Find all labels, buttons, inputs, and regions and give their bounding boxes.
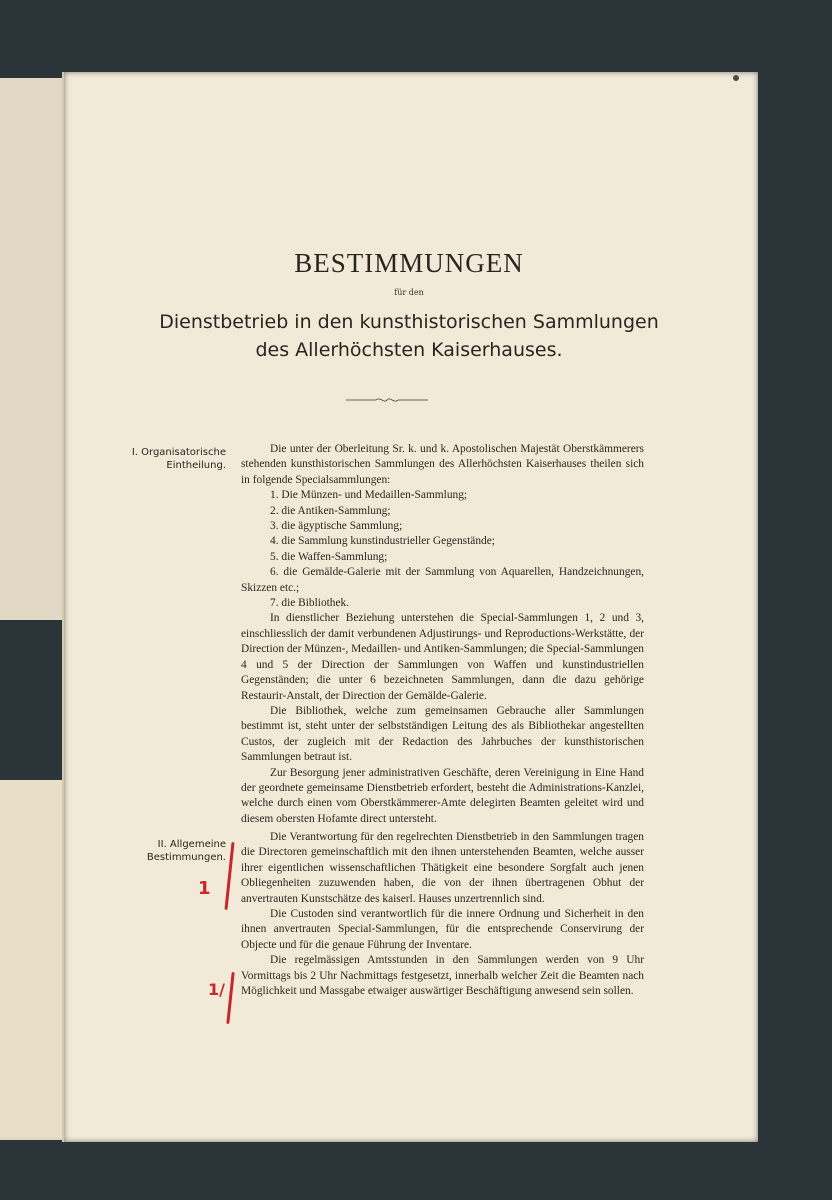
- list-item: 3. die ägyptische Sammlung;: [270, 520, 403, 533]
- subtitle: [62, 308, 756, 364]
- section-2-paragraph-3: Die regelmässigen Amtsstunden in den Sammlungen werden von 9 Uhr Vormittags bis 2 Uhr Nachmittags festgesetzt, innerhalb welcher Zeit die Beamten nach Möglichkeit und Massgabe etwaiger auswärtiger Beschäftigung anwesend sein sollen.: [241, 954, 644, 998]
- section-2-paragraph-1: Die Verantwortung für den regelrechten Dienstbetrieb in den Sammlungen tragen die Directoren gemeinschaftlich mit den ihnen unterstehenden Beamten, welche ausser ihrer eigentlichen wissenschaftlichen Thätigkeit eine besondere Sorgfalt auch jenen Obliegenheiten zuzuwenden haben, die von der ihnen übertragenen Obhut der anvertrauten Kunstschätze des kaiserl. Hauses unzertrennlich sind.: [241, 831, 644, 905]
- red-annotation-mark-1: 1: [198, 878, 211, 899]
- pin-hole: [733, 75, 739, 81]
- section-1-paragraph-2: In dienstlicher Beziehung unterstehen die Special-Sammlungen 1, 2 und 3, einschliesslich der damit verbundenen Adjustirungs- und Reproductions-Werkstätte, der Direction der Münzen-, Medaillen- und Antiken-Sammlungen; die Special-Sammlungen 4 und 5 der Direction der Sammlungen von Waffen und kunstindustriellen Gegenständen; die unter 6 bezeichneten Sammlungen, dann die dazu gehörige Restaurir-Anstalt, der Direction der Gemälde-Galerie.: [241, 612, 645, 702]
- subtitle-line-1: Dienstbetrieb in den kunsthistorischen Sammlungen: [159, 311, 659, 333]
- section-2-body: [241, 830, 644, 999]
- list-item: 5. die Waffen-Sammlung;: [270, 550, 388, 563]
- section-1-body: [241, 442, 644, 827]
- list-item: 2. die Antiken-Sammlung;: [270, 504, 391, 517]
- list-item: 4. die Sammlung kunstindustrieller Gegenstände;: [270, 535, 495, 548]
- section-1-paragraph-4: Zur Besorgung jener administrativen Geschäfte, deren Vereinigung in Eine Hand der geordnete gemeinsame Dienstbetrieb erfordert, besteht die Administrations-Kanzlei, welche durch einen vom Oberstkämmerer-Amte delegirten Beamten geleitet wird und diesem obersten Hofamte direct untersteht.: [241, 766, 644, 825]
- red-annotation-mark-2: 1/: [208, 980, 225, 999]
- list-item: 1. Die Münzen- und Medaillen-Sammlung;: [270, 489, 468, 502]
- ornament-divider: [346, 395, 428, 405]
- section-1-paragraph-3: Die Bibliothek, welche zum gemeinsamen Gebrauche aller Sammlungen bestimmt ist, steht unter der selbstständigen Leitung des als Bibliothekar angestellten Custos, der zugleich mit der Redaction des Jahrbuches der kunsthistorischen Sammlungen betraut ist.: [241, 704, 644, 764]
- section-2-paragraph-2: Die Custoden sind verantwortlich für die innere Ordnung und Sicherheit in den ihnen anvertrauten Special-Sammlungen, für die entsprechende Conservirung der Objecte und für die genaue Führung der Inventare.: [241, 908, 644, 951]
- list-item: 7. die Bibliothek.: [270, 597, 350, 610]
- subtitle-small: für den: [394, 288, 424, 297]
- section-2-heading: II. Allgemeine Bestimmungen.: [146, 839, 226, 863]
- backdrop-gap: [0, 620, 64, 780]
- subtitle-line-2: des Allerhöchsten Kaiserhauses.: [255, 339, 563, 361]
- page-title: BESTIMMUNGEN: [294, 248, 524, 278]
- section-1-heading: I. Organisatorische Eintheilung.: [131, 447, 226, 471]
- list-item: 6. die Gemälde-Galerie mit der Sammlung von Aquarellen, Handzeichnungen, Skizzen etc.;: [241, 566, 644, 594]
- section-1-intro: Die unter der Oberleitung Sr. k. und k. Apostolischen Majestät Oberstkämmerers stehenden kunsthistorischen Sammlungen des Allerhöchsten Kaiserhauses theilen sich in folgende Specialsammlungen:: [241, 443, 644, 486]
- adjacent-page-fragment-lower: [0, 780, 62, 1140]
